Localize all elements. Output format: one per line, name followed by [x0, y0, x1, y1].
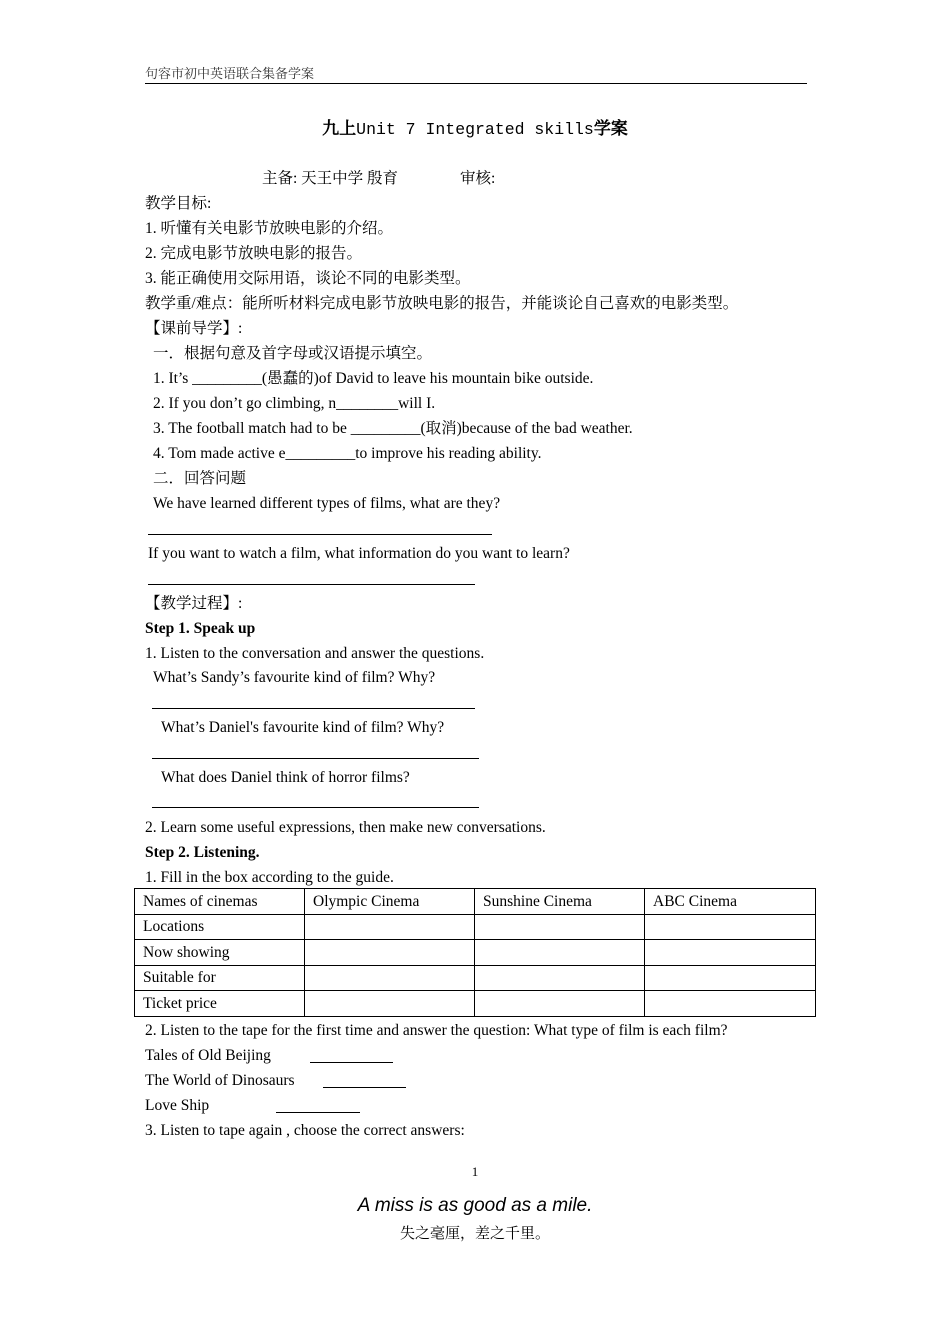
step2-title: Step 2. Listening. [145, 844, 260, 861]
objective-item: 3. 能正确使用交际用语，谈论不同的电影类型。 [145, 270, 471, 287]
film-name: Love Ship [145, 1097, 210, 1114]
row-label-cell: Now showing [135, 940, 305, 966]
answer-line [152, 807, 479, 808]
objective-item: 2. 完成电影节放映电影的报告。 [145, 245, 363, 262]
step2-task2: 2. Listen to the tape for the first time and answer the question: What type of film is each film? [145, 1022, 728, 1039]
preview-question: If you want to watch a film, what information do you want to learn? [148, 545, 570, 562]
step2-task3: 3. Listen to tape again , choose the correct answers: [145, 1122, 465, 1139]
table-row [135, 940, 816, 966]
fill-in-sentence: 4. Tom made active e_________to improve his reading ability. [153, 445, 542, 462]
step2-task1: 1. Fill in the box according to the guide. [145, 869, 394, 886]
step1-task2: 2. Learn some useful expressions, then make new conversations. [145, 819, 546, 836]
author-review: 审核: [460, 170, 496, 187]
row-label-cell: Ticket price [135, 991, 305, 1017]
preview-heading: 【课前导学】: [145, 320, 243, 337]
step1-question: What does Daniel think of horror films? [161, 769, 410, 786]
table-header-cell: Sunshine Cinema [475, 889, 645, 915]
process-heading: 【教学过程】: [145, 595, 243, 612]
preview-part2-heading: 二．回答问题 [153, 470, 247, 487]
key-points: 教学重/难点：能所听材料完成电影节放映电影的报告，并能谈论自己喜欢的电影类型。 [145, 295, 739, 312]
answer-line [152, 708, 475, 709]
table-row [135, 991, 816, 1017]
row-label-cell: Locations [135, 914, 305, 940]
film-name: Tales of Old Beijing [145, 1047, 271, 1064]
table-cell [645, 991, 816, 1017]
answer-line [310, 1062, 393, 1063]
fill-in-sentence: 2. If you don’t go climbing, n________will I. [153, 395, 436, 412]
preview-question: We have learned different types of films, what are they? [153, 495, 501, 512]
fill-in-sentence: 3. The football match had to be _________(取消)because of the bad weather. [153, 420, 633, 437]
table-row [135, 965, 816, 991]
title-prefix: 九上 [322, 119, 357, 138]
table-cell [475, 914, 645, 940]
table-cell [305, 914, 475, 940]
table-cell [305, 940, 475, 966]
answer-line [152, 758, 479, 759]
step1-question: What’s Daniel's favourite kind of film? Why? [161, 719, 445, 736]
step1-title: Step 1. Speak up [145, 620, 256, 637]
objectives-heading: 教学目标: [145, 195, 212, 212]
cinema-table [134, 888, 816, 1017]
table-header-cell: Olympic Cinema [305, 889, 475, 915]
title-suffix: 学案 [593, 119, 628, 138]
document-header: 句容市初中英语联合集备学案 [145, 66, 315, 81]
answer-line [323, 1087, 406, 1088]
answer-line [148, 584, 475, 585]
answer-line [276, 1112, 360, 1113]
table-row [135, 914, 816, 940]
table-cell [475, 991, 645, 1017]
header-rule [145, 83, 807, 84]
table-cell [475, 940, 645, 966]
step1-task1: 1. Listen to the conversation and answer the questions. [145, 645, 485, 662]
author-main: 主备: 天王中学 殷育 [262, 170, 399, 187]
title-code: Unit 7 Integrated skills [356, 120, 594, 139]
table-header-row [135, 889, 816, 915]
table-cell [305, 991, 475, 1017]
objective-item: 1. 听懂有关电影节放映电影的介绍。 [145, 220, 394, 237]
table-cell [305, 965, 475, 991]
table-header-cell: Names of cinemas [135, 889, 305, 915]
table-cell [645, 965, 816, 991]
table-cell [475, 965, 645, 991]
row-label-cell: Suitable for [135, 965, 305, 991]
table-cell [645, 914, 816, 940]
page-title [0, 120, 950, 139]
step1-question: What’s Sandy’s favourite kind of film? Why? [153, 669, 436, 686]
preview-part1-heading: 一．根据句意及首字母或汉语提示填空。 [153, 345, 433, 362]
answer-line [148, 534, 492, 535]
film-name: The World of Dinosaurs [145, 1072, 295, 1089]
motto-chinese: 失之毫厘，差之千里。 [399, 1226, 550, 1242]
page-number: 1 [471, 1164, 479, 1179]
fill-in-sentence: 1. It’s _________(愚蠢的)of David to leave his mountain bike outside. [153, 370, 594, 387]
motto-english: A miss is as good as a mile. [357, 1195, 593, 1216]
table-header-cell: ABC Cinema [645, 889, 816, 915]
table-cell [645, 940, 816, 966]
